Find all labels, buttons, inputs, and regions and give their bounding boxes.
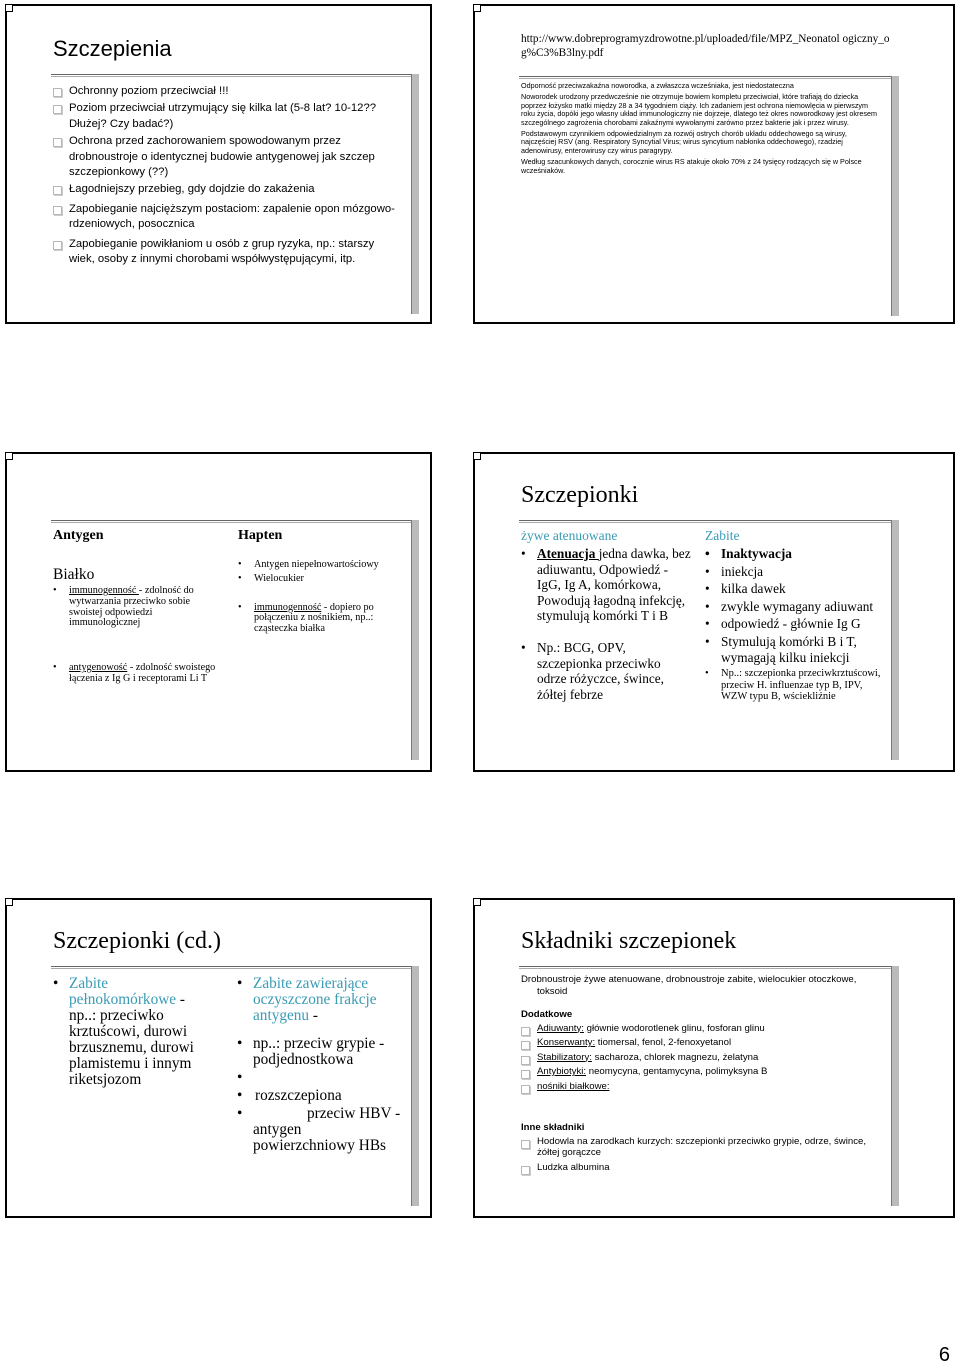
list-item: [521, 546, 693, 624]
list-item: Ochronny poziom przeciwciał !!!: [53, 84, 398, 99]
left-list: [53, 976, 208, 1088]
definition: głównie wodorotlenek glinu, fosforan glinu: [583, 1022, 765, 1034]
list-item: • Stymulują komórki B i T, wymagają kilku iniekcji: [705, 634, 885, 665]
zabite-list: [705, 546, 885, 703]
definition: rozszczepiona: [255, 1087, 342, 1104]
definition: tiomersal, fenol, 2-fenoxyetanol: [595, 1037, 732, 1048]
term: Konserwanty:: [537, 1037, 596, 1048]
paragraph: Podstawowym czynnikiem odpowiedzialnym za rozwój ostrych chorób układu oddechowego są wirusy, najczęściej RSV (ang. Respiratory Syncytial Virus; wirus syncytium nabłonka oddechowego), rzadziej adenowirusy, enterowirusy czy wirus paragrypy.: [521, 129, 847, 155]
list-item: Ludzka albumina: [521, 1162, 881, 1174]
column-header: Zabite: [705, 528, 740, 543]
term: Adiuwanty:: [537, 1022, 584, 1034]
paragraph: Noworodek urodzony przedwcześnie nie otrzymuje bowiem kompletu przeciwciał, które trafiają do dziecka poprzez łożysko matki między 28 a 34 tygodniem ciąży. Ich zadaniem jest ochrona niemowlęcia w pierwszym roku życia, dopóki jego własny układ immunologiczny nie dojrzeje, dlatego też okres noworodkowy jest okresem szczególnego zagrożenia chorobami zakaźnymi wywołanymi zarówno przez bakterie jak i przez wirusy.: [521, 92, 877, 127]
definition: Antygen niepełnowartościowy: [254, 559, 379, 570]
list-item: Zapobieganie najcięższym postaciom: zapalenie opon mózgowo-rdzeniowych, posocznica: [53, 202, 398, 233]
slide-title: Składniki szczepionek: [521, 928, 737, 954]
list-item: [238, 574, 408, 585]
list-item: [238, 560, 408, 571]
list-item: • np..: przeciw grypie - podjednostkowa: [237, 1036, 407, 1068]
list-item: [521, 640, 693, 702]
term: Stabilizatory:: [537, 1051, 592, 1063]
hapten-column: [238, 528, 408, 635]
slide-szczepionki: [473, 452, 955, 772]
list-item: [521, 1066, 881, 1078]
definition: jedna dawka, bez adiuwantu, Odpowiedź - IgG, Ig A, komórkowa, Powodują łagodną infekcję, stymulują komórki T i B: [537, 546, 691, 624]
list-item: • kilka dawek: [705, 581, 885, 597]
term: Antybiotyki:: [537, 1066, 587, 1077]
list-item: [238, 603, 408, 635]
column-header: Hapten: [238, 528, 283, 543]
right-list: [237, 976, 407, 1154]
zywe-column: [521, 528, 693, 702]
list-item: [53, 586, 223, 629]
list-item: [237, 1088, 407, 1104]
side-rule: [891, 520, 899, 760]
definition: - np..: przeciwko krztuścowi, durowi brzusznemu, durowi plamistemu i innym riketsjozom: [69, 991, 194, 1088]
list-item: Ochrona przed zachorowaniem spowodowanym przez drobnoustroje o identycznej budowie antygenowej jak szczep szczepionkowy (??): [53, 134, 398, 180]
list-item: [237, 1106, 407, 1154]
list-item: Zapobieganie powikłaniom u osób z grup ryzyka, np.: starszy wiek, osoby z innymi chorobami współwystępującymi, itp.: [53, 237, 398, 268]
definition: neomycyna, gentamycyna, polimyksyna B: [586, 1066, 768, 1077]
term: antygenowość: [69, 662, 128, 674]
slide-antygen-hapten: [5, 452, 432, 772]
title-rule: [519, 76, 891, 79]
antygen-list: [53, 586, 223, 685]
slide-title: Szczepienia: [53, 36, 172, 61]
term: immunogenność: [69, 585, 139, 596]
additional-list: [521, 1023, 881, 1093]
bullet-list: [53, 84, 398, 267]
slide-neonatology: [473, 4, 955, 324]
category: Zabite zawierające oczyszczone frakcje antygenu: [253, 975, 377, 1024]
definition: Np.: BCG, OPV, szczepionka przeciwko odrze różyczce, śwince, żółtej febrze: [537, 639, 664, 702]
definition: Wielocukier: [254, 572, 304, 584]
section-heading: Inne składniki: [521, 1122, 585, 1133]
list-item: [53, 663, 223, 685]
definition: sacharoza, chlorek magnezu, żelatyna: [591, 1051, 759, 1063]
slide-title: Szczepionki: [521, 482, 639, 508]
list-item: Łagodniejszy przebieg, gdy dojdzie do zakażenia: [53, 182, 398, 197]
title-rule: [51, 520, 411, 523]
slide-szczepienia: [5, 4, 432, 324]
side-rule: [891, 76, 899, 316]
paragraph: Według szacunkowych danych, corocznie wirus RS atakuje około 70% z 24 tysięcy rodzących się w Polsce wcześniaków.: [521, 157, 862, 175]
list-item: [521, 1052, 881, 1064]
list-item: [521, 1037, 881, 1049]
column-header: żywe atenuowane: [521, 528, 618, 543]
side-rule: [411, 966, 419, 1206]
title-rule: [51, 74, 411, 77]
definition: - zdolność do wytwarzania przeciwko sobie swoistej odpowiedzi immunologicznej: [69, 585, 194, 629]
definition: - dopiero po połączeniu z nośnikiem, np..: cząsteczka białka: [254, 601, 374, 635]
list-item: • odpowiedź - głównie Ig G: [705, 616, 885, 632]
list-item: [521, 1023, 881, 1035]
list-item: [53, 976, 208, 1088]
section-heading: Dodatkowe: [521, 1009, 573, 1020]
term: immunogenność: [254, 601, 322, 613]
list-item: • Np..: szczepionka przeciwkrztuścowi, przeciw H. influenzae typ B, IPV, WZW typu B, wściekliźnie: [705, 668, 885, 703]
definition: -: [309, 1007, 318, 1024]
slide-szczepionki-cd: [5, 898, 432, 1218]
title-rule: [51, 966, 411, 969]
list-item: • iniekcja: [705, 564, 885, 580]
zabite-column: [705, 528, 885, 703]
list-item: [521, 1081, 881, 1093]
category: Zabite pełnokomórkowe: [69, 975, 177, 1008]
title-rule: [519, 966, 891, 969]
source-url[interactable]: http://www.dobreprogramyzdrowotne.pl/uploaded/file/MPZ_Neonatol ogiczny_og%C3%B3lny.pdf: [521, 33, 890, 59]
components-content: [521, 974, 881, 1173]
term: Atenuacja: [537, 546, 599, 561]
other-list: [521, 1136, 881, 1174]
definition: przeciw HBV - antygen powierzchniowy HBs: [253, 1105, 401, 1154]
list-item: [237, 1070, 407, 1086]
side-rule: [891, 966, 899, 1206]
hapten-list: [238, 560, 408, 635]
list-item: Hodowla na zarodkach kurzych: szczepionki przeciwko grypie, odrze, śwince, żółtej gorączce: [521, 1136, 881, 1159]
term: nośniki białkowe:: [537, 1080, 610, 1092]
column-subheader: Białko: [53, 566, 95, 583]
zywe-list: [521, 546, 693, 702]
page-number: 6: [938, 1344, 950, 1366]
side-rule: [411, 74, 419, 314]
list-item: • zwykle wymagany adiuwant: [705, 599, 885, 615]
side-rule: [411, 520, 419, 760]
list-item: • Inaktywacja: [705, 546, 885, 562]
list-item: [237, 976, 407, 1024]
list-item: Poziom przeciwciał utrzymujący się kilka lat (5-8 lat? 10-12?? Dłużej? Czy badać?): [53, 101, 398, 132]
body-text: [521, 82, 881, 175]
slide-skladniki: [473, 898, 955, 1218]
column-header: Antygen: [53, 528, 104, 543]
definition: - zdolność swoistego łączenia z Ig G i receptorami Li T: [69, 662, 216, 684]
antygen-column: [53, 528, 223, 685]
title-rule: [519, 520, 891, 523]
paragraph: Odporność przeciwzakaźna noworodka, a zwłaszcza wcześniaka, jest niedostateczna: [521, 81, 794, 90]
intro-text: Drobnoustroje żywe atenuowane, drobnoustroje zabite, wielocukier otoczkowe, toksoid: [521, 974, 857, 997]
slide-title: Szczepionki (cd.): [53, 928, 221, 954]
